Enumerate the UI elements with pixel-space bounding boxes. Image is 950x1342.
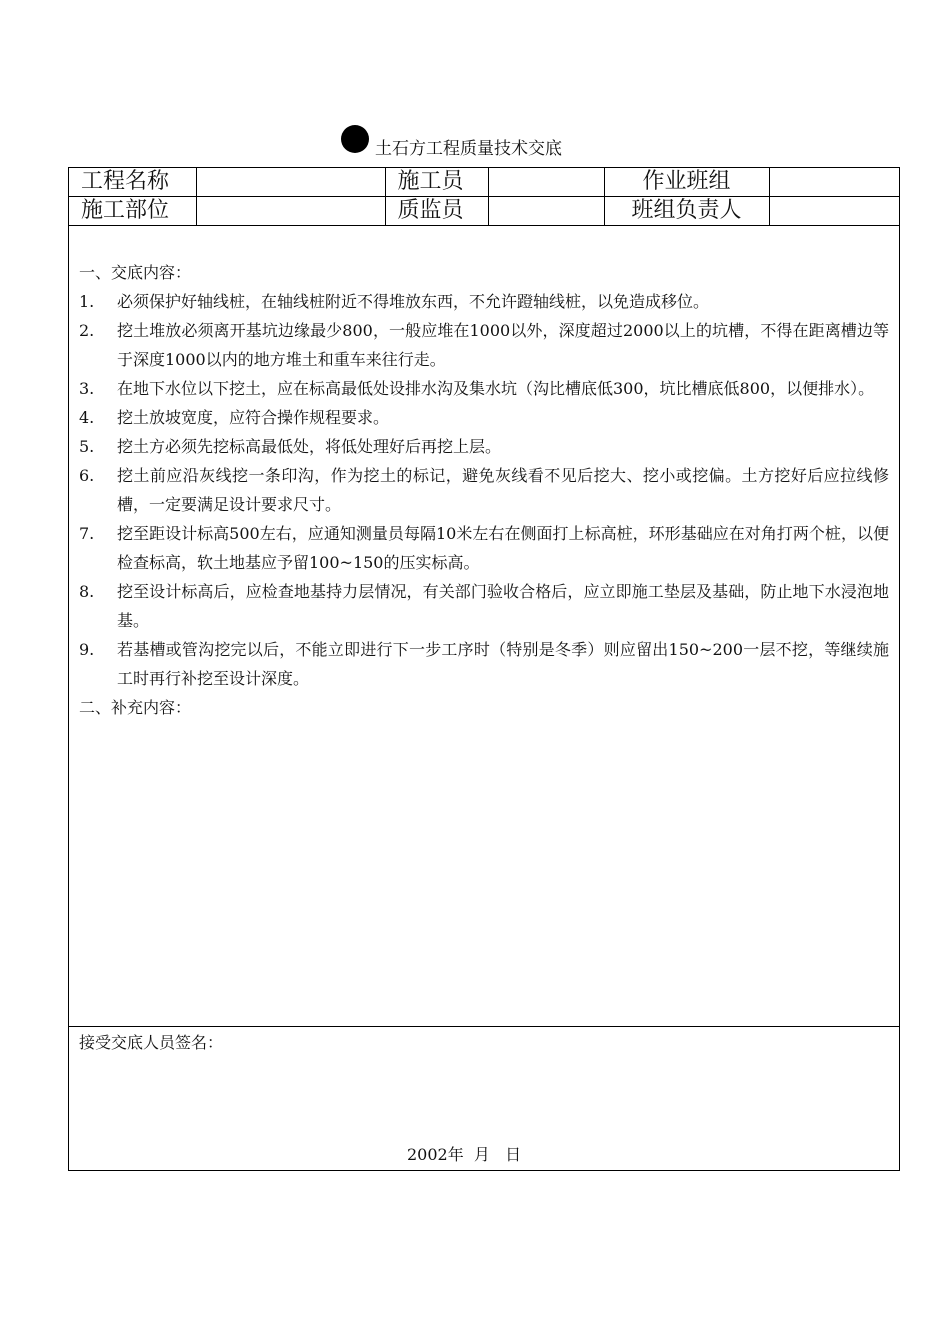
document-title xyxy=(341,122,562,159)
item-number: 8. xyxy=(79,582,95,601)
construction-part-label: 施工部位 xyxy=(69,197,196,226)
quality-supervisor-label: 质监员 xyxy=(385,197,488,226)
header-row xyxy=(69,168,900,197)
item-text: 若基槽或管沟挖完以后，不能立即进行下一步工序时（特别是冬季）则应留出150~200一层不挖，等继续施工时再行补挖至设计深度。 xyxy=(117,640,889,688)
item-text: 必须保护好轴线桩，在轴线桩附近不得堆放东西，不允许蹬轴线桩，以免造成移位。 xyxy=(117,292,710,311)
signature-area[interactable] xyxy=(69,1027,899,1170)
project-name-label: 工程名称 xyxy=(69,168,196,197)
item-text: 在地下水位以下挖土，应在标高最低处设排水沟及集水坑（沟比槽底低300，坑比槽底低800，以便排水）。 xyxy=(117,379,875,398)
item-text: 挖土堆放必须离开基坑边缘最少800，一般应堆在1000以外，深度超过2000以上的坑槽，不得在距离槽边等于深度1000以内的地方堆土和重车来往行走。 xyxy=(117,321,889,369)
list-item xyxy=(79,519,889,577)
list-item xyxy=(79,432,889,461)
constructor-label: 施工员 xyxy=(385,168,488,197)
signature-date: 2002年 月 日 xyxy=(407,1145,522,1164)
page-title: 土石方工程质量技术交底 xyxy=(375,138,562,159)
bullet-circle-icon xyxy=(341,125,369,153)
quality-supervisor-field[interactable] xyxy=(488,197,604,226)
item-text: 挖土前应沿灰线挖一条印沟，作为挖土的标记，避免灰线看不见后挖大、挖小或挖偏。土方挖好后应拉线修槽，一定要满足设计要求尺寸。 xyxy=(117,466,889,514)
supplement-heading: 二、补充内容： xyxy=(79,698,192,717)
item-number: 7. xyxy=(79,524,95,543)
item-text: 挖土方必须先挖标高最低处，将低处理好后再挖上层。 xyxy=(117,437,502,456)
list-item xyxy=(79,635,889,693)
work-team-label: 作业班组 xyxy=(604,168,769,197)
item-text: 挖至距设计标高500左右，应通知测量员每隔10米左右在侧面打上标高桩，环形基础应在对角打两个桩，以便检查标高，软土地基应予留100~150的压实标高。 xyxy=(117,524,889,572)
team-leader-field[interactable] xyxy=(769,197,900,226)
list-item xyxy=(79,316,889,374)
team-leader-label: 班组负责人 xyxy=(604,197,769,226)
section-heading: 一、交底内容： xyxy=(79,263,192,282)
disclosure-content xyxy=(69,226,899,1027)
project-name-field[interactable] xyxy=(196,168,385,197)
item-number: 5. xyxy=(79,437,95,456)
item-number: 6. xyxy=(79,466,95,485)
item-text: 挖土放坡宽度，应符合操作规程要求。 xyxy=(117,408,390,427)
list-item xyxy=(79,403,889,432)
item-number: 9. xyxy=(79,640,95,659)
header-table xyxy=(69,168,900,226)
list-item xyxy=(79,374,889,403)
list-item xyxy=(79,461,889,519)
construction-part-field[interactable] xyxy=(196,197,385,226)
item-number: 4. xyxy=(79,408,95,427)
list-item xyxy=(79,577,889,635)
list-item xyxy=(79,287,889,316)
work-team-field[interactable] xyxy=(769,168,900,197)
disclosure-form xyxy=(68,167,900,1171)
signature-label: 接受交底人员签名： xyxy=(79,1033,224,1052)
item-number: 3. xyxy=(79,379,95,398)
item-text: 挖至设计标高后，应检查地基持力层情况，有关部门验收合格后，应立即施工垫层及基础，防止地下水浸泡地基。 xyxy=(117,582,889,630)
item-number: 2. xyxy=(79,321,95,340)
header-row xyxy=(69,197,900,226)
constructor-field[interactable] xyxy=(488,168,604,197)
item-number: 1. xyxy=(79,292,95,311)
